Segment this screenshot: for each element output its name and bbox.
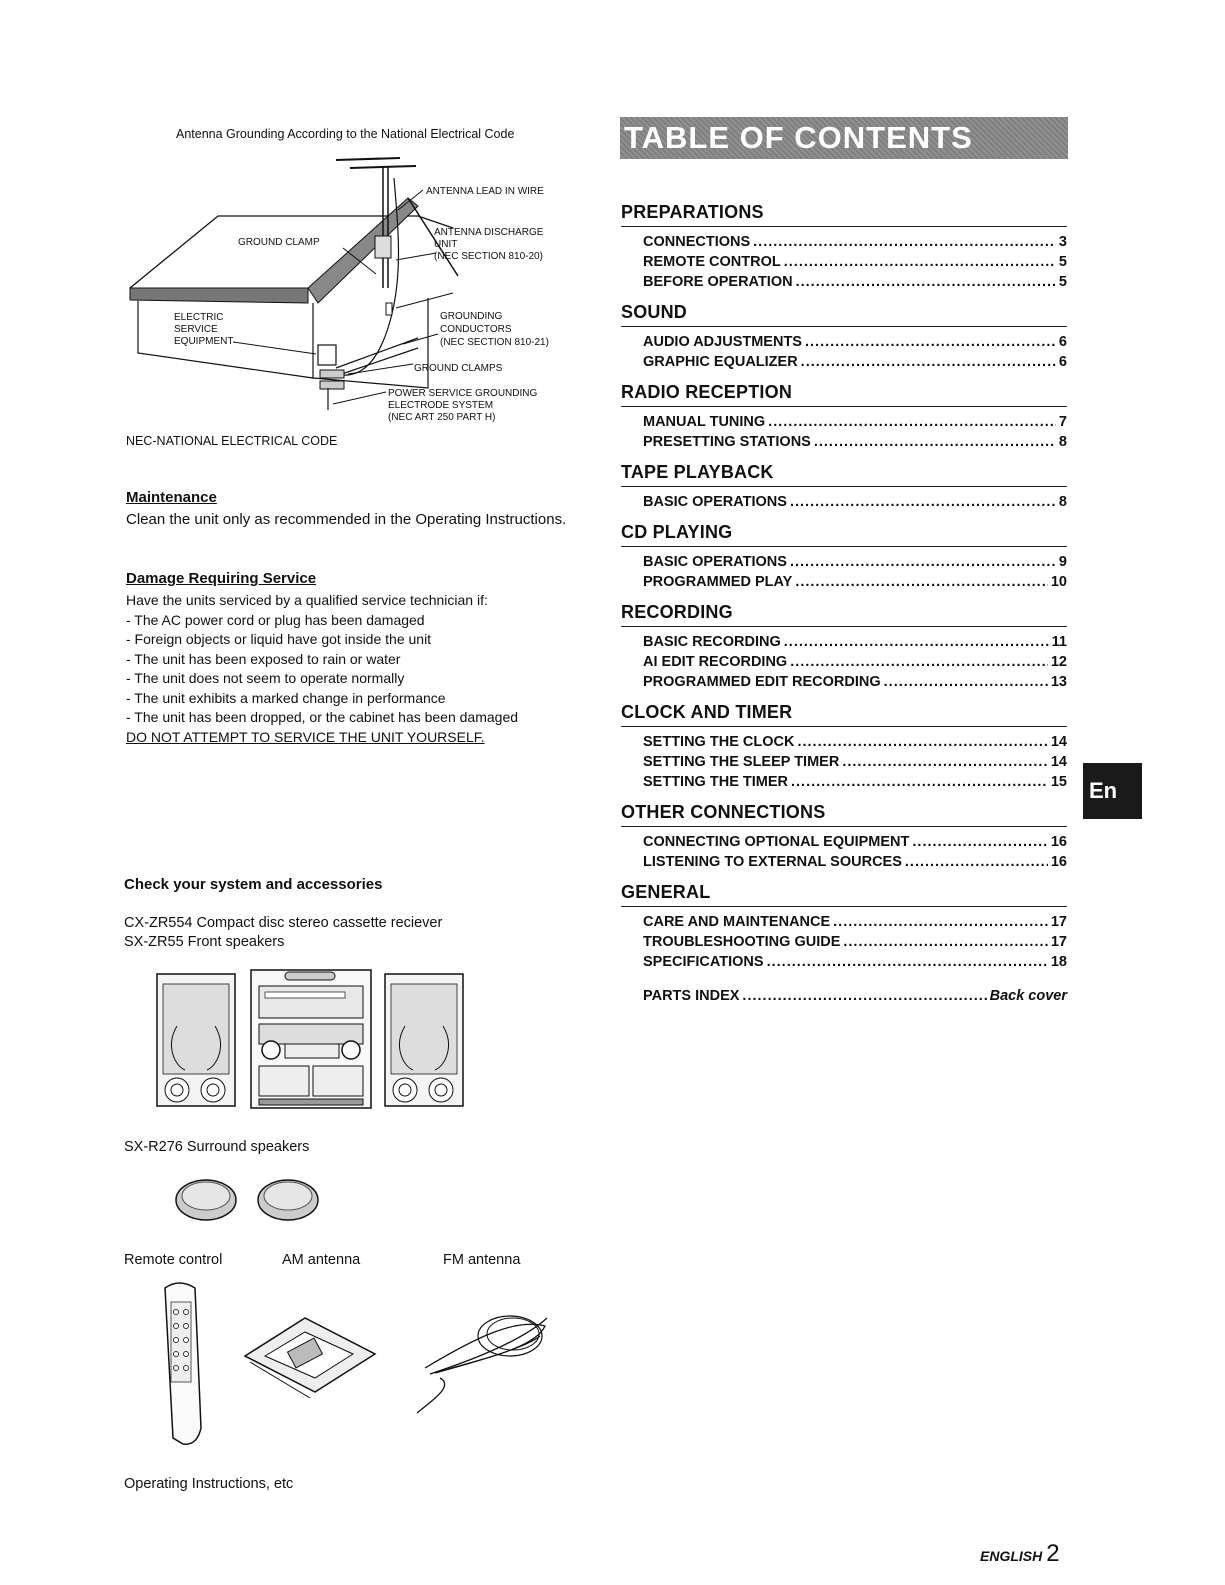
- toc-entry[interactable]: SETTING THE SLEEP TIMER ..... 14: [621, 752, 1067, 772]
- toc-section-cd: [621, 522, 1067, 592]
- toc-section-recording: [621, 602, 1067, 692]
- damage-heading: Damage Requiring Service: [126, 570, 317, 587]
- accessory-fm-label: FM antenna: [443, 1252, 521, 1268]
- toc-entry[interactable]: LISTENING TO EXTERNAL SOURCES ..... 16: [621, 852, 1067, 872]
- toc-section-sound: [621, 302, 1067, 372]
- toc-entry[interactable]: BASIC OPERATIONS ..... 8: [621, 492, 1067, 512]
- toc-section-clock: [621, 702, 1067, 792]
- toc-entry[interactable]: CONNECTIONS ..... 3: [621, 232, 1067, 252]
- toc-section-title: TAPE PLAYBACK: [621, 462, 1067, 487]
- label-ground-clamps: GROUND CLAMPS: [414, 363, 503, 374]
- toc-section-title: SOUND: [621, 302, 1067, 327]
- label-electric-2: SERVICE: [174, 324, 218, 335]
- toc-section-title: CD PLAYING: [621, 522, 1067, 547]
- accessory-instructions: Operating Instructions, etc: [124, 1476, 294, 1492]
- remote-and-antennas-illustration: [155, 1278, 555, 1453]
- antenna-grounding-diagram: [118, 148, 578, 438]
- toc-entry[interactable]: PROGRAMMED EDIT RECORDING ..... 13: [621, 672, 1067, 692]
- toc-entry[interactable]: PRESETTING STATIONS ..... 8: [621, 432, 1067, 452]
- damage-warning: DO NOT ATTEMPT TO SERVICE THE UNIT YOURSELF.: [126, 728, 485, 745]
- damage-item: - Foreign objects or liquid have got inside the unit: [126, 631, 432, 647]
- accessory-remote-label: Remote control: [124, 1252, 223, 1268]
- toc-entry[interactable]: BASIC RECORDING ..... 11: [621, 632, 1067, 652]
- page-footer: [980, 1540, 1060, 1568]
- toc-section-title: GENERAL: [621, 882, 1067, 907]
- label-discharge-3: (NEC SECTION 810-20): [434, 251, 543, 262]
- toc-entry[interactable]: SETTING THE CLOCK ..... 14: [621, 732, 1067, 752]
- label-grounding-1: GROUNDING: [440, 311, 503, 322]
- damage-item: - The AC power cord or plug has been damaged: [126, 611, 425, 628]
- toc-entry[interactable]: CONNECTING OPTIONAL EQUIPMENT ..... 16: [621, 832, 1067, 852]
- maintenance-body: Clean the unit only as recommended in the Operating Instructions.: [126, 511, 567, 528]
- toc-section-title: RECORDING: [621, 602, 1067, 627]
- damage-item: - The unit has been exposed to rain or water: [126, 650, 401, 667]
- toc-section-title: PREPARATIONS: [621, 202, 1067, 227]
- surround-speakers-illustration: [172, 1176, 322, 1226]
- toc-section-preparations: [621, 202, 1067, 292]
- label-electric-1: ELECTRIC: [174, 312, 224, 323]
- footer-label: ENGLISH: [980, 1548, 1043, 1564]
- damage-list: [126, 591, 586, 747]
- toc-section-general: [621, 882, 1067, 1006]
- toc-entry[interactable]: SETTING THE TIMER ..... 15: [621, 772, 1067, 792]
- toc-section-other: [621, 802, 1067, 872]
- toc-entry[interactable]: MANUAL TUNING ..... 7: [621, 412, 1067, 432]
- damage-item: - The unit does not seem to operate normally: [126, 670, 405, 686]
- toc-entry[interactable]: SPECIFICATIONS ..... 18: [621, 952, 1067, 972]
- label-power-1: POWER SERVICE GROUNDING: [388, 388, 538, 399]
- label-grounding-3: (NEC SECTION 810-21): [440, 337, 549, 348]
- diagram-title: Antenna Grounding According to the National Electrical Code: [176, 127, 515, 141]
- toc-entry[interactable]: BASIC OPERATIONS ..... 9: [621, 552, 1067, 572]
- accessories-heading: Check your system and accessories: [124, 876, 383, 893]
- toc-entry[interactable]: REMOTE CONTROL ..... 5: [621, 252, 1067, 272]
- toc-banner: TABLE OF CONTENTS: [620, 117, 1068, 159]
- label-antenna-lead: ANTENNA LEAD IN WIRE: [426, 186, 544, 197]
- label-discharge-2: UNIT: [434, 239, 458, 250]
- diagram-caption: NEC-NATIONAL ELECTRICAL CODE: [126, 434, 338, 448]
- damage-item: - The unit exhibits a marked change in performance: [126, 689, 446, 706]
- label-electric-3: EQUIPMENT: [174, 336, 234, 347]
- page-number: 2: [1046, 1540, 1060, 1567]
- toc-entry[interactable]: BEFORE OPERATION ..... 5: [621, 272, 1067, 292]
- accessory-receiver: CX-ZR554 Compact disc stereo cassette reciever: [124, 915, 443, 931]
- accessory-am-label: AM antenna: [282, 1252, 361, 1268]
- language-tab: En: [1083, 763, 1142, 819]
- toc-section-title: OTHER CONNECTIONS: [621, 802, 1067, 827]
- maintenance-heading: Maintenance: [126, 489, 217, 506]
- label-grounding-2: CONDUCTORS: [440, 324, 512, 335]
- damage-intro: Have the units serviced by a qualified service technician if:: [126, 592, 488, 608]
- toc-entry[interactable]: GRAPHIC EQUALIZER ..... 6: [621, 352, 1067, 372]
- toc-section-radio: [621, 382, 1067, 452]
- toc-section-tape: [621, 462, 1067, 512]
- toc-entry-parts-index[interactable]: PARTS INDEX ..... Back cover: [621, 986, 1067, 1006]
- system-illustration: [155, 966, 467, 1112]
- toc-entry[interactable]: PROGRAMMED PLAY ..... 10: [621, 572, 1067, 592]
- toc-entry[interactable]: TROUBLESHOOTING GUIDE ..... 17: [621, 932, 1067, 952]
- table-of-contents: [621, 202, 1067, 1016]
- label-power-2: ELECTRODE SYSTEM: [388, 400, 494, 411]
- toc-entry[interactable]: CARE AND MAINTENANCE ..... 17: [621, 912, 1067, 932]
- damage-item: - The unit has been dropped, or the cabinet has been damaged: [126, 709, 519, 725]
- toc-section-title: RADIO RECEPTION: [621, 382, 1067, 407]
- accessory-front-speakers: SX-ZR55 Front speakers: [124, 934, 285, 950]
- label-power-3: (NEC ART 250 PART H): [388, 412, 496, 423]
- toc-entry[interactable]: AUDIO ADJUSTMENTS ..... 6: [621, 332, 1067, 352]
- accessory-surround-speakers: SX-R276 Surround speakers: [124, 1139, 310, 1155]
- label-discharge-1: ANTENNA DISCHARGE: [434, 227, 544, 238]
- toc-entry[interactable]: AI EDIT RECORDING ..... 12: [621, 652, 1067, 672]
- label-ground-clamp: GROUND CLAMP: [238, 237, 320, 248]
- toc-section-title: CLOCK AND TIMER: [621, 702, 1067, 727]
